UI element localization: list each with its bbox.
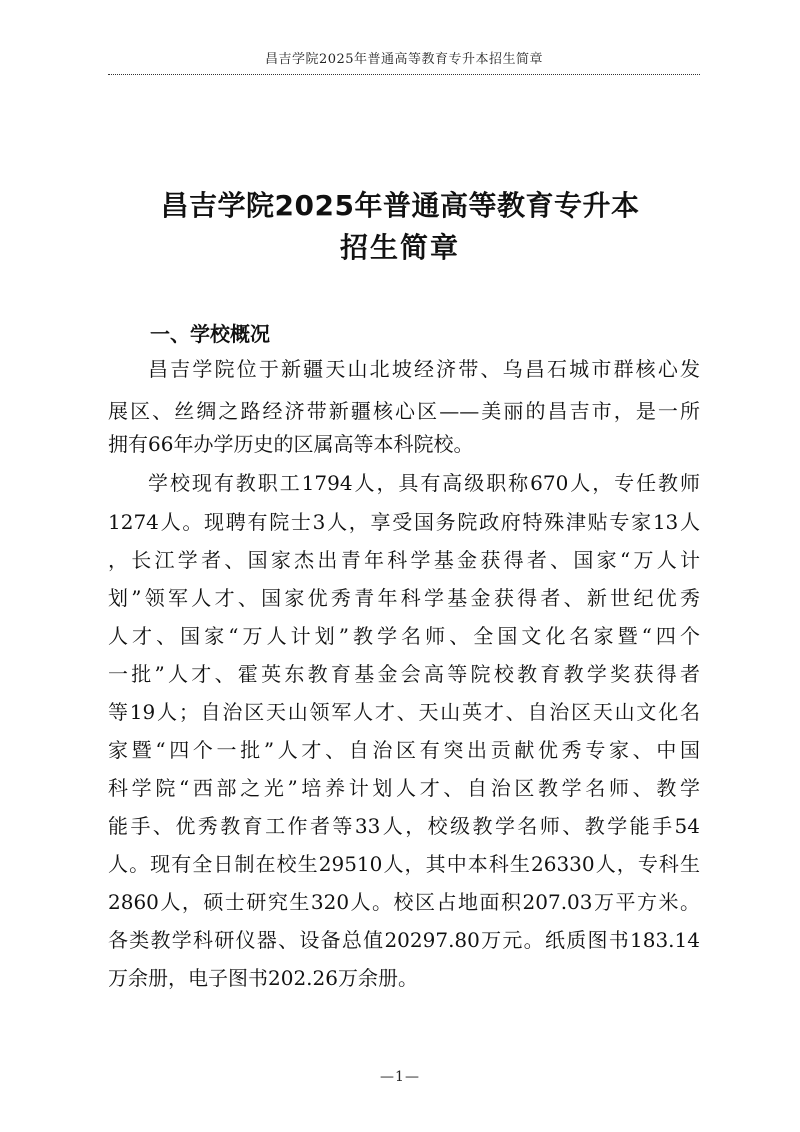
paragraph-line: 能手、优秀教育工作者等33人，校级教学名师、教学能手54 (108, 814, 700, 838)
paragraph-line: 各类教学科研仪器、设备总值20297.80万元。纸质图书183.14 (108, 928, 700, 952)
paragraph-line: 昌吉学院位于新疆天山北坡经济带、乌昌石城市群核心发 (148, 357, 700, 381)
paragraph-line: 划”领军人才、国家优秀青年科学基金获得者、新世纪优秀 (108, 586, 700, 610)
document-title-line-2: 招生简章 (339, 231, 460, 264)
paragraph-line: 等19人；自治区天山领军人才、天山英才、自治区天山文化名 (108, 700, 700, 724)
paragraph-line: 拥有66年办学历史的区属高等本科院校。 (108, 432, 474, 456)
paragraph-line: 一批”人才、霍英东教育基金会高等院校教育教学奖获得者 (108, 662, 700, 686)
paragraph-line: 展区、丝绸之路经济带新疆核心区——美丽的昌吉市，是一所 (108, 399, 700, 423)
running-header: 昌吉学院2025年普通高等教育专升本招生简章 (264, 52, 544, 67)
paragraph-line: 学校现有教职工1794人，具有高级职称670人，专任教师 (148, 471, 700, 495)
paragraph-line: 人。现有全日制在校生29510人，其中本科生26330人，专科生 (108, 852, 700, 876)
paragraph-line: 万余册，电子图书202.26万余册。 (108, 966, 418, 990)
header-divider (108, 74, 700, 75)
document-title-line-1: 昌吉学院2025年普通高等教育专升本 (160, 189, 640, 222)
page-number: —1— (380, 1069, 420, 1085)
paragraph-line: 人才、国家“万人计划”教学名师、全国文化名家暨“四个 (108, 624, 700, 648)
paragraph-line: 科学院“西部之光”培养计划人才、自治区教学名师、教学 (108, 776, 700, 800)
paragraph-line: 1274人。现聘有院士3人，享受国务院政府特殊津贴专家13人 (108, 510, 700, 534)
paragraph-line: ，长江学者、国家杰出青年科学基金获得者、国家“万人计 (108, 548, 700, 572)
paragraph-line: 家暨“四个一批”人才、自治区有突出贡献优秀专家、中国 (108, 738, 700, 762)
section-heading: 一、学校概况 (150, 322, 270, 346)
paragraph-line: 2860人，硕士研究生320人。校区占地面积207.03万平方米。 (108, 890, 700, 914)
